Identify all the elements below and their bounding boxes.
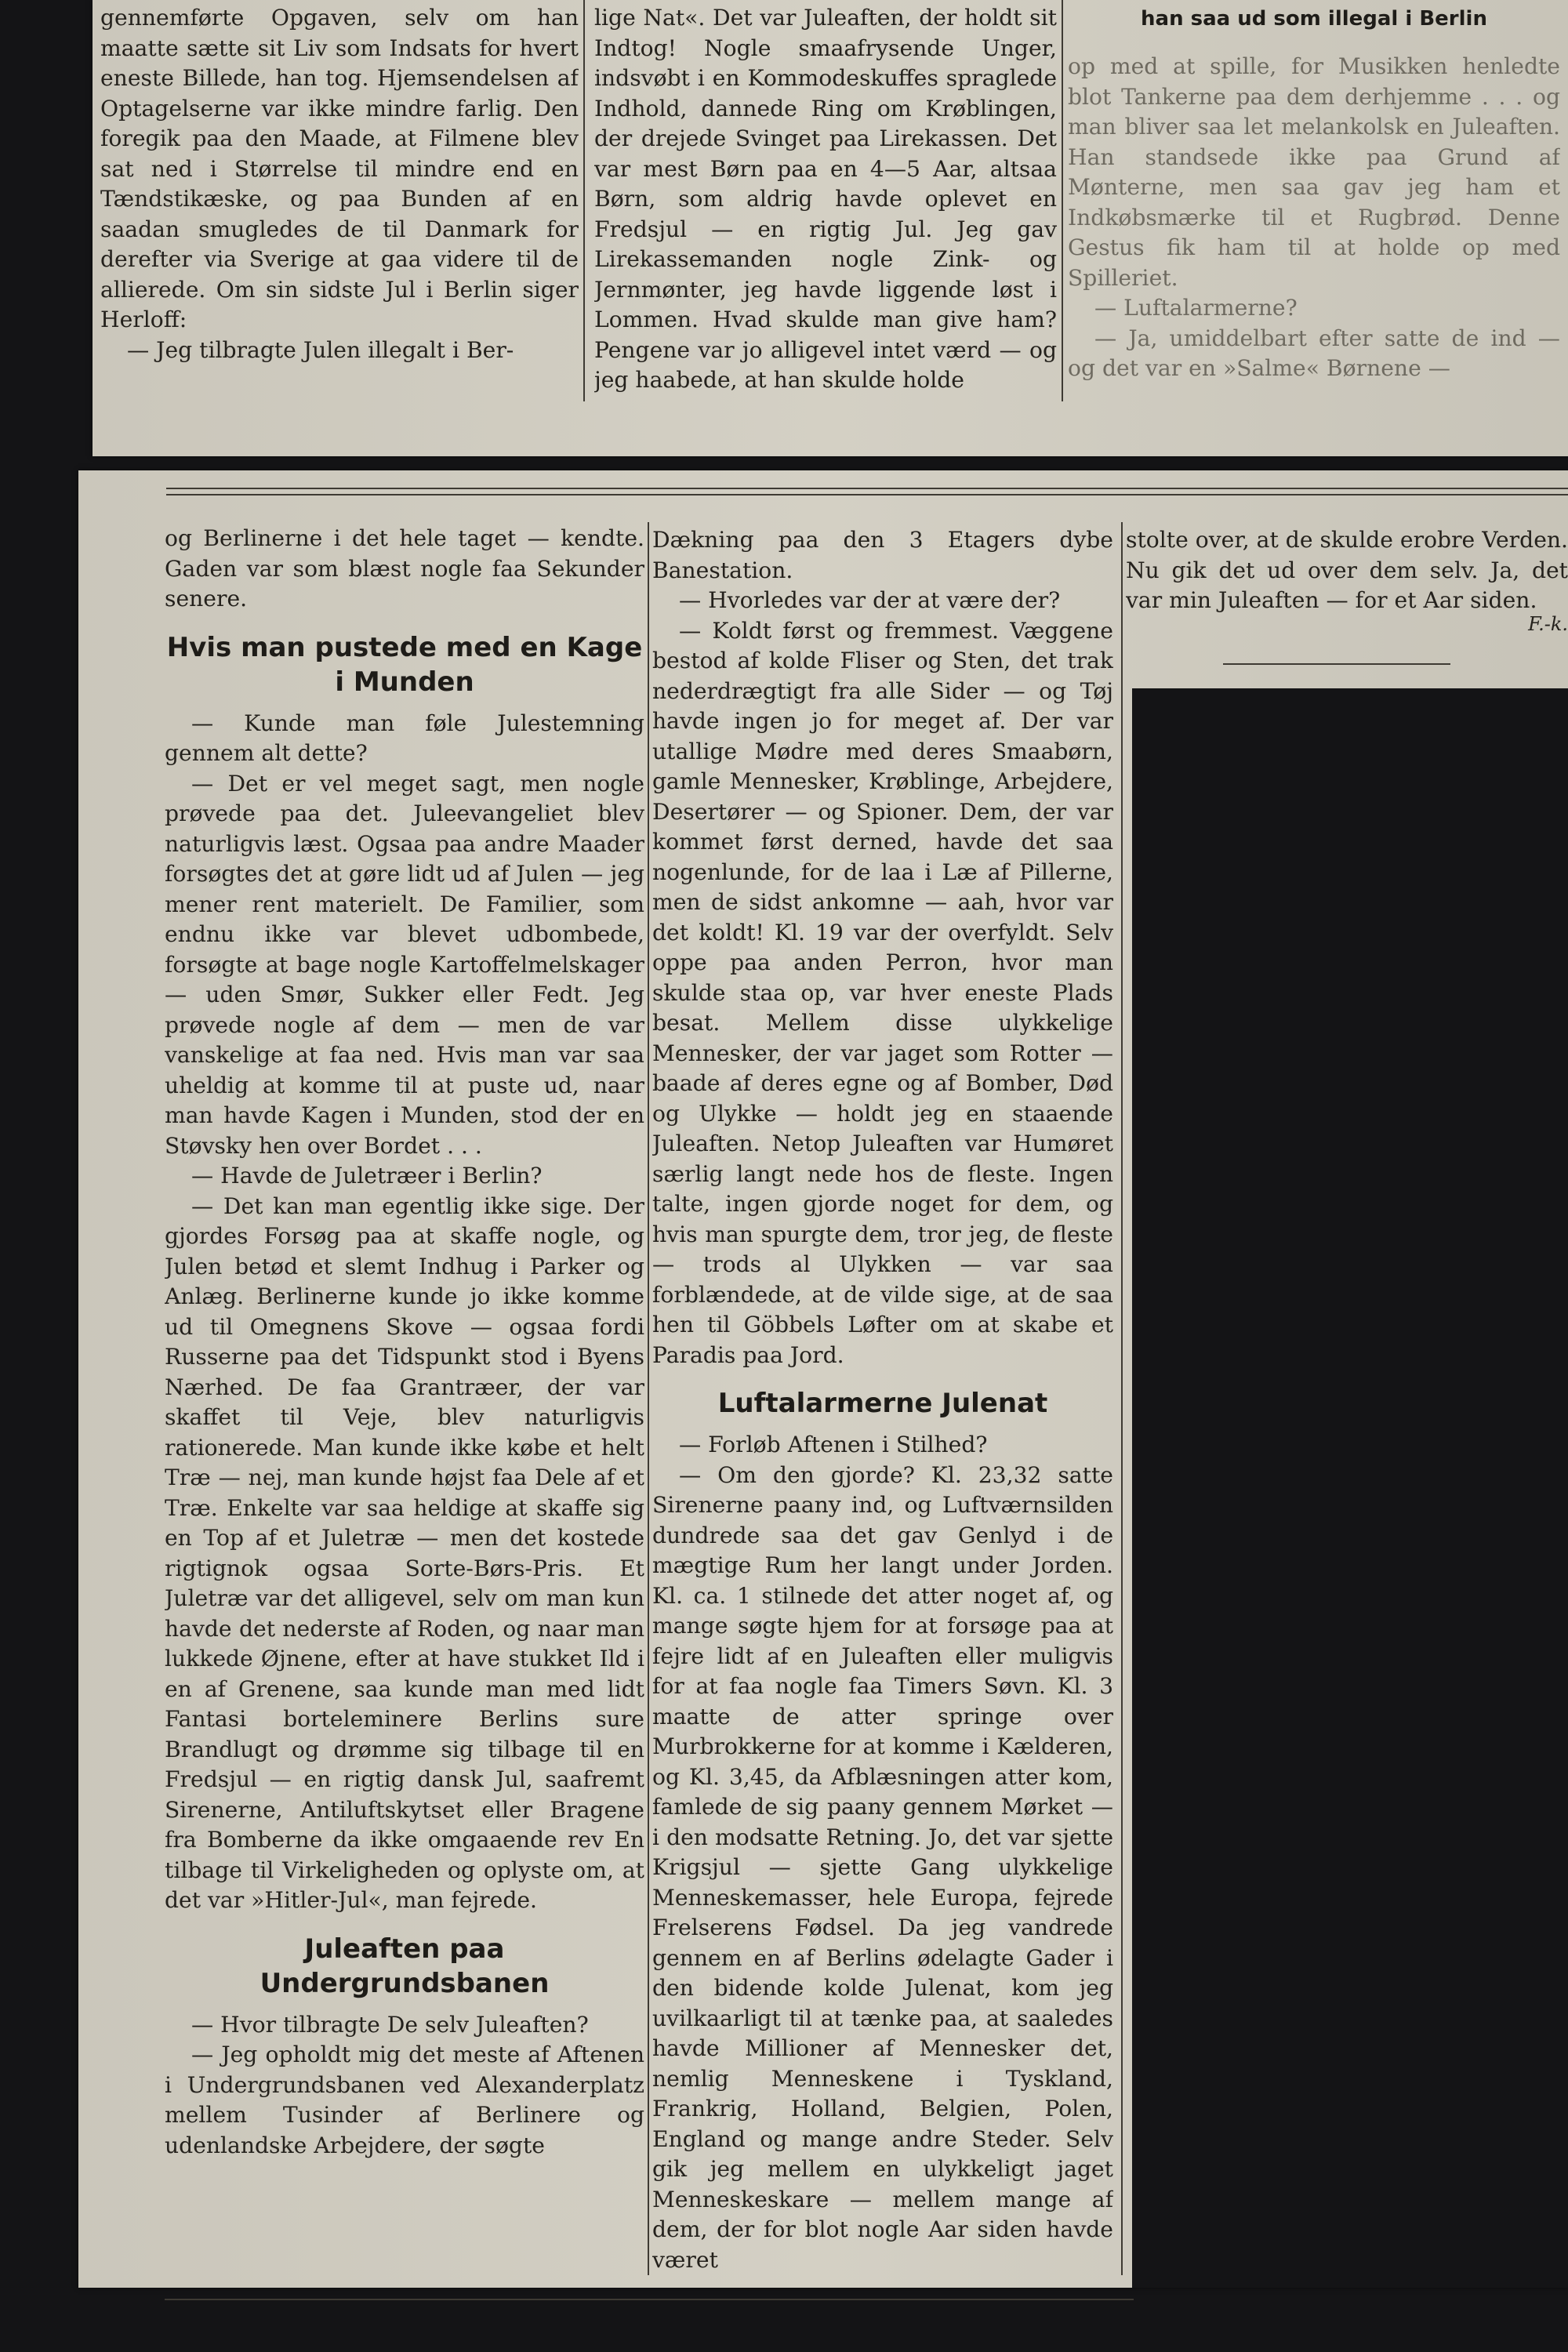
paragraph: — Det er vel meget sagt, men nogle prøvede paa det. Juleevangeliet blev naturligvis læst. Ogsaa paa andre Maader forsøgtes det at gøre lidt ud af Julen — jeg mener rent materielt. De Familier, som endnu ikke var blevet udbombede, forsøgte at bage nogle Kartoffelmelskager — uden Smør, Sukker eller Fedt. Jeg prøvede nogle af dem — men de var vanskelige at faa ned. Hvis man var saa uheldig at komme til at puste ud, naar man havde Kagen i Munden, stod der en Støvsky hen over Bordet . . . — [165, 770, 644, 1159]
paragraph: — Det kan man egentlig ikke sige. Der gjordes Forsøg paa at skaffe nogle, og Julen betød et slemt Indhug i Parker og Anlæg. Berlinerne kunde jo ikke komme ud til Omegnens Skove — ogsaa fordi Russerne paa det Tidspunkt stod i Byens Nærhed. De faa Grantræer, der var skaffet til Veje, blev naturligvis rationerede. Man kunde ikke købe et helt Træ — nej, man kunde højst faa Dele af et Træ. Enkelte var saa heldige at skaffe sig en Top af et Juletræ — men det kostede rigtignok ogsaa Sorte-Børs-Pris. Et Juletræ var det alligevel, selv om man kun havde det nederste af Roden, og naar man lukkede Øjnene, efter at have stukket Ild i en af Grenene, saa kunde man med lidt Fantasi borteleminere Berlins sure Brandlugt og drømme sig tilbage til en Fredsjul — en rigtig dansk Jul, saafremt Sirenerne, Antiluftskytset eller Bragene fra Bomberne da ikke omgaaende rev En tilbage til Virkeligheden og oplyste om, at det var »Hitler-Jul«, man fejrede. — [165, 1192, 644, 1913]
main-column-3 — [1126, 525, 1568, 674]
subheading: Juleaften paa Undergrundsbanen — [260, 1933, 550, 1999]
paragraph: — Luftalarmerne? — [1094, 295, 1298, 321]
signature: F.-k. — [1528, 612, 1568, 635]
paragraph: — Jeg opholdt mig det meste af Aftenen i Undergrundsbanen ved Alexanderplatz mellem Tusinder af Berlinere og udenlandske Arbejdere, der søgte — [165, 2042, 644, 2158]
paragraph: — Havde de Juletræer i Berlin? — [191, 1163, 543, 1189]
black-background-area — [1132, 688, 1568, 2288]
paragraph: — Koldt først og fremmest. Væggene bestod af kolde Fliser og Sten, det trak nederdrægtigt fra alle Sider — og Tøj havde ingen jo for meget af. Der var utallige Mødre med deres Smaabørn, gamle Mennesker, Krøblinge, Arbejdere, Desertører — og Spioner. Dem, der var kommet først derned, havde det saa nogenlunde, for de laa i Læ af Pillerne, men de sidst ankomne — aah, hvor var det koldt! Kl. 19 var der overfyldt. Selv oppe paa anden Perron, hvor man skulde staa op, var hver eneste Plads besat. Mellem disse ulykkelige Mennesker, der var jaget som Rotter — baade af deres egne og af Bomber, Død og Ulykke — holdt jeg en staaende Juleaften. Netop Juleaften var Humøret særlig langt nede hos de fleste. Ingen talte, ingen gjorde noget for dem, og hvis man spurgte dem, tror jeg, de fleste — trods al Ulykken — var saa forblændede, at de vilde sige, at de saa hen til Göbbels Løfter om at skabe et Paradis paa Jord. — [652, 617, 1113, 1368]
top-column-2 — [594, 3, 1057, 399]
paragraph: Dækning paa den 3 Etagers dybe Banestation. — [652, 527, 1113, 583]
paragraph: — Forløb Aftenen i Stilhed? — [679, 1432, 988, 1457]
paragraph: lige Nat«. Det var Juleaften, der holdt sit Indtog! Nogle smaafrysende Unger, indsvøbt i en Kommodeskuffes spraglede Indhold, dannede Ring om Krøblingen, der drejede Svinget paa Lirekassen. Det var mest Børn paa en 4—5 Aar, altsaa Børn, som aldrig havde oplevet en Fredsjul — en rigtig Jul. Jeg gav Lirekassemanden nogle Zink- og Jernmønter, jeg havde liggende løst i Lommen. Hvad skulde man give ham? Pengene var jo alligevel intet værd — og jeg haabede, at han skulde holde — [594, 5, 1057, 393]
paragraph: gennemførte Opgaven, selv om han maatte sætte sit Liv som Indsats for hvert eneste Billede, han tog. Hjemsendelsen af Optagelserne var ikke mindre farlig. Den foregik paa den Maade, at Filmene blev sat ned i Størrelse til mindre end en Tændstikæske, og paa Bunden af en saadan smugledes de til Danmark for derefter via Sverige at gaa videre til de allierede. Om sin sidste Jul i Berlin siger Herloff: — [100, 5, 579, 332]
paragraph: stolte over, at de skulde erobre Verden. Nu gik det ud over dem selv. Ja, det var min Juleaften — for et Aar siden. — [1126, 527, 1568, 613]
paragraph: — Ja, umiddelbart efter satte de ind — og det var en »Salme« Børnene — — [1068, 325, 1560, 381]
bottom-rule — [165, 2299, 1134, 2300]
end-rule — [1223, 663, 1450, 665]
column-rule — [648, 522, 649, 2275]
column-heading: han saa ud som illegal i Berlin — [1141, 7, 1487, 31]
top-column-1 — [100, 3, 579, 399]
subheading: Luftalarmerne Julenat — [717, 1388, 1048, 1419]
paragraph: — Om den gjorde? Kl. 23,32 satte Sirenerne paany ind, og Luftværnsilden dundrede saa det gav Genlyd i de mægtige Rum her langt under Jorden. Kl. ca. 1 stilnede det atter noget af, og mange søgte hjem for at forsøge paa at fejre lidt af en Juleaften eller muligvis for at faa nogle faa Timers Søvn. Kl. 3 maatte de atter springe over Murbrokkerne for at komme i Kælderen, og Kl. 3,45, da Afblæsningen atter kom, famlede de sig paany gennem Mørket — i den modsatte Retning. Jo, det var sjette Krigsjul — sjette Gang ulykkelige Menneskemasser, hele Europa, fejrede Frelserens Fødsel. Da jeg vandrede gennem en af Berlins ødelagte Gader i den bidende kolde Julenat, kom jeg uvilkaarligt til at tænke paa, at saaledes havde Millioner af Mennesker det, nemlig Menneskene i Tyskland, Frankrig, Holland, Belgien, Polen, England og mange andre Steder. Selv gik jeg mellem en ulykkeligt jaget Menneskeskare — mellem mange af dem, der for blot nogle Aar siden havde været — [652, 1461, 1113, 2273]
top-column-3 — [1068, 3, 1560, 399]
paragraph: og Berlinerne i det hele taget — kendte. Gaden var som blæst nogle faa Sekunder senere. — [165, 525, 644, 612]
main-column-2 — [652, 525, 1113, 2275]
paragraph: — Kunde man føle Julestemning gennem alt dette? — [165, 710, 644, 766]
main-column-1 — [165, 524, 644, 2278]
subheading: Hvis man pustede med en Kage i Munden — [166, 631, 643, 698]
column-rule — [1062, 0, 1063, 401]
paragraph: — Hvorledes var der at være der? — [679, 587, 1061, 613]
section-rule — [166, 494, 1568, 495]
paragraph: — Hvor tilbragte De selv Juleaften? — [191, 2011, 589, 2038]
column-rule — [583, 0, 585, 401]
paragraph: op med at spille, for Musikken henledte blot Tankerne paa dem derhjemme . . . og man bliver saa let melankolsk en Juleaften. Han standsede ikke paa Grund af Mønterne, men saa gav jeg ham et Indkøbsmærke til et Rugbrød. Denne Gestus fik ham til at holde op med Spilleriet. — [1068, 53, 1560, 291]
section-rule — [166, 488, 1568, 489]
paragraph: — Jeg tilbragte Julen illegalt i Ber- — [127, 336, 514, 363]
column-rule — [1121, 522, 1123, 2275]
